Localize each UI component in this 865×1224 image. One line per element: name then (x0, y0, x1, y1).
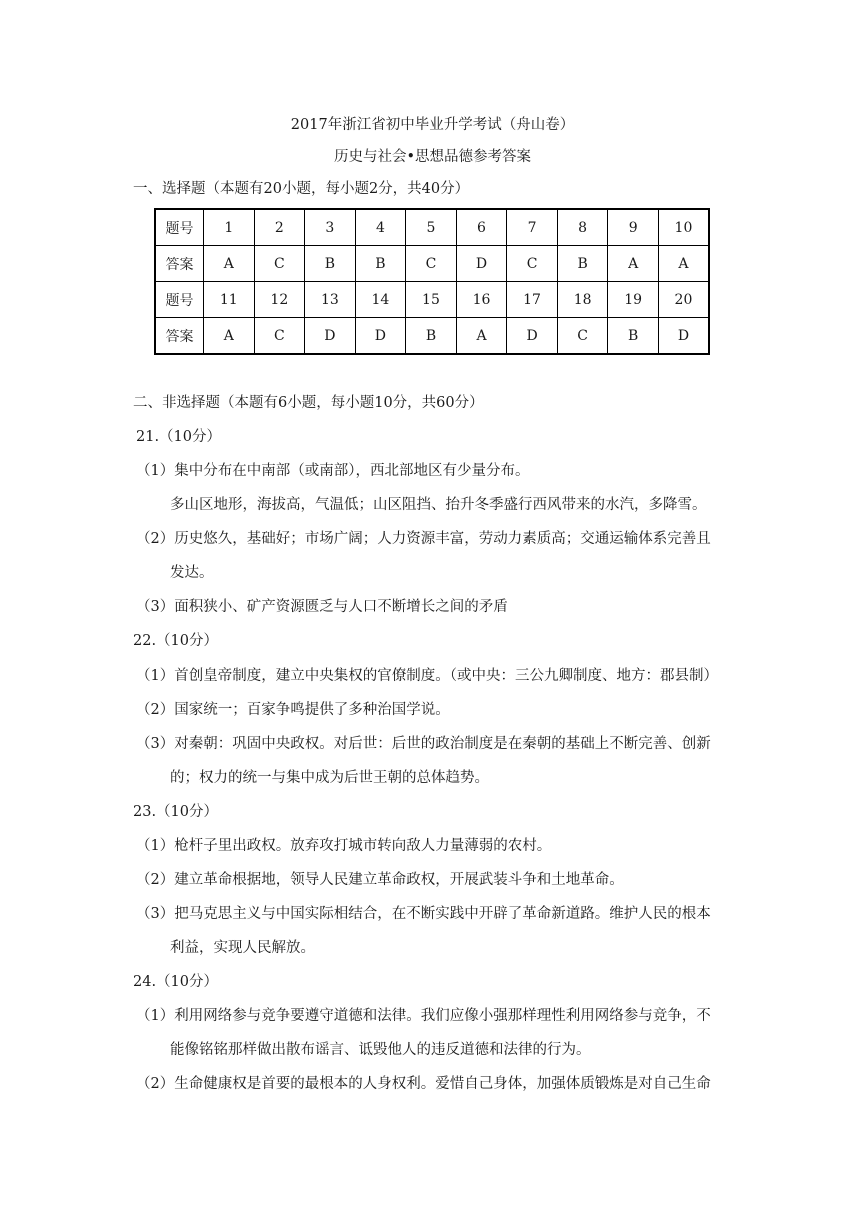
question-23-heading: 23.（10分） (133, 804, 219, 820)
table-row-answers-2 (155, 318, 709, 355)
answer-line: （1）首创皇帝制度，建立中央集权的官僚制度。（或中央：三公九卿制度、地方：郡县制） (136, 668, 718, 684)
table-cell: D (456, 246, 507, 282)
table-row-question-numbers-1 (155, 209, 709, 246)
table-cell: 10 (658, 209, 709, 246)
table-cell: 11 (204, 282, 255, 318)
table-cell: 9 (608, 209, 659, 246)
table-cell: 18 (557, 282, 608, 318)
table-cell: B (608, 318, 659, 355)
table-cell: 6 (456, 209, 507, 246)
answer-line: 多山区地形，海拔高，气温低；山区阻挡、抬升冬季盛行西风带来的水汽，多降雪。 (170, 497, 707, 513)
table-cell: 12 (254, 282, 305, 318)
answer-line: （2）建立革命根据地，领导人民建立革命政权，开展武装斗争和土地革命。 (136, 872, 624, 888)
answer-line: （2）生命健康权是首要的最根本的人身权利。爱惜自己身体，加强体质锻炼是对自己生命 (136, 1076, 711, 1092)
table-cell: C (406, 246, 457, 282)
answer-line: （2）历史悠久，基础好；市场广阔；人力资源丰富，劳动力素质高；交通运输体系完善且 (136, 531, 711, 547)
question-21-heading: 21.（10分） (136, 429, 222, 445)
section-2-heading: 二、非选择题（本题有6小题，每小题10分，共60分） (133, 395, 484, 411)
answer-line: （1）枪杆子里出政权。放弃攻打城市转向敌人力量薄弱的农村。 (136, 838, 552, 854)
table-cell: 7 (507, 209, 558, 246)
answer-line: （1）集中分布在中南部（或南部），西北部地区有少量分布。 (136, 463, 530, 479)
row-label-question: 题号 (155, 209, 204, 246)
table-cell: D (355, 318, 406, 355)
table-cell: D (507, 318, 558, 355)
answer-line: 发达。 (170, 565, 214, 581)
table-cell: B (305, 246, 356, 282)
table-cell: 19 (608, 282, 659, 318)
answer-line: （1）利用网络参与竞争要遵守道德和法律。我们应像小强那样理性利用网络参与竞争，不 (136, 1008, 711, 1024)
answer-line: （3）面积狭小、矿产资源匮乏与人口不断增长之间的矛盾 (136, 599, 508, 615)
row-label-answer: 答案 (155, 246, 204, 282)
table-cell: C (507, 246, 558, 282)
table-cell: A (204, 246, 255, 282)
answer-line: （2）国家统一；百家争鸣提供了多种治国学说。 (136, 702, 450, 718)
page-subtitle: 历史与社会•思想品德参考答案 (333, 149, 532, 165)
table-cell: 4 (355, 209, 406, 246)
table-cell: A (608, 246, 659, 282)
table-cell: 16 (456, 282, 507, 318)
table-cell: A (204, 318, 255, 355)
answer-table (154, 208, 710, 355)
table-cell: A (456, 318, 507, 355)
table-cell: C (254, 246, 305, 282)
answer-line: （3）把马克思主义与中国实际相结合，在不断实践中开辟了革命新道路。维护人民的根本 (136, 906, 711, 922)
answer-line: （3）对秦朝：巩固中央政权。对后世：后世的政治制度是在秦朝的基础上不断完善、创新 (136, 736, 711, 752)
table-row-question-numbers-2 (155, 282, 709, 318)
table-cell: 20 (658, 282, 709, 318)
table-cell: 3 (305, 209, 356, 246)
table-cell: A (658, 246, 709, 282)
table-row-answers-1 (155, 246, 709, 282)
page-title: 2017年浙江省初中毕业升学考试（舟山卷） (290, 117, 575, 133)
row-label-answer: 答案 (155, 318, 204, 355)
table-cell: 14 (355, 282, 406, 318)
table-cell: B (406, 318, 457, 355)
table-cell: 8 (557, 209, 608, 246)
question-24-heading: 24.（10分） (133, 974, 219, 990)
answer-line: 利益，实现人民解放。 (170, 940, 315, 956)
row-label-question: 题号 (155, 282, 204, 318)
answer-line: 的；权力的统一与集中成为后世王朝的总体趋势。 (170, 770, 489, 786)
table-cell: B (355, 246, 406, 282)
table-cell: C (254, 318, 305, 355)
table-cell: C (557, 318, 608, 355)
table-cell: 15 (406, 282, 457, 318)
table-cell: D (305, 318, 356, 355)
table-cell: 5 (406, 209, 457, 246)
answer-line: 能像铭铭那样做出散布谣言、诋毁他人的违反道德和法律的行为。 (170, 1042, 591, 1058)
question-22-heading: 22.（10分） (133, 633, 219, 649)
table-cell: D (658, 318, 709, 355)
table-cell: B (557, 246, 608, 282)
table-cell: 17 (507, 282, 558, 318)
section-1-heading: 一、选择题（本题有20小题，每小题2分，共40分） (133, 181, 470, 197)
table-cell: 13 (305, 282, 356, 318)
table-cell: 1 (204, 209, 255, 246)
table-cell: 2 (254, 209, 305, 246)
